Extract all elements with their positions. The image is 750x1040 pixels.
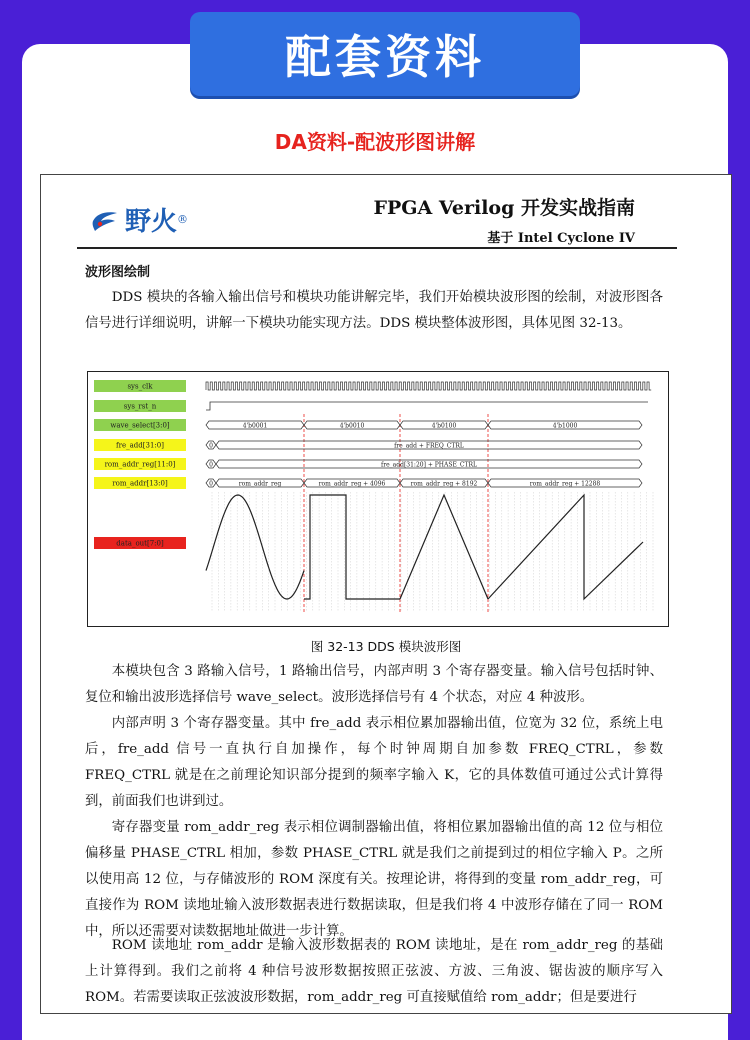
rom-addr-label: rom_addr_reg + 8192 xyxy=(410,480,478,488)
paragraph-rom-addr-reg: 寄存器变量 rom_addr_reg 表示相位调制器输出值，将相位累加器输出值的高 12 位与相位偏移量 PHASE_CTRL 相加，参数 PHASE_CTRL 就是我们之前提到过的相位字输入 P。之所以使用高 12 位，与存储波形的 ROM 深度有关。按理论讲，将得到的变量 rom_addr_reg，可直接作为 ROM 读地址输入波形数据表进行数据读取，但是我们将 4 中波形存储在了同一 ROM 中，所以还需要对读数据地址做进一步计算。 xyxy=(85,820,663,939)
document-header xyxy=(41,175,731,249)
data-out-square xyxy=(304,495,400,599)
banner-title: 配套资料 xyxy=(190,12,580,96)
logo-registered-mark: ® xyxy=(177,213,189,226)
logo xyxy=(91,201,188,238)
wave-select-label: 4'b0100 xyxy=(431,422,457,430)
waveform-diagram xyxy=(88,372,668,626)
book-title: FPGA Verilog 开发实战指南 xyxy=(373,197,635,219)
signal-label: data_out[7:0] xyxy=(116,539,164,548)
flame-icon xyxy=(91,207,121,233)
paragraph-rom-addr: ROM 读地址 rom_addr 是输入波形数据表的 ROM 读地址，是在 rom_addr_reg 的基础上计算得到。我们之前将 4 种信号波形数据按照正弦波、方波、三角波、锯齿波的顺序写入 ROM。若需要读取正弦波波形数据，rom_addr_reg 可直接赋值给 rom_addr；但是要进行 xyxy=(85,938,663,1005)
rom-addr-reg-label: 0 xyxy=(209,461,213,469)
wave-select-label: 4'b1000 xyxy=(552,422,578,430)
fre-add-label: fre_add + FREQ_CTRL xyxy=(394,442,464,450)
signal-label: sys_rst_n xyxy=(123,402,157,411)
book-subtitle: 基于 Intel Cyclone IV xyxy=(487,231,635,246)
section-title: 波形图绘制 xyxy=(85,265,151,280)
sys-rst-n-wave xyxy=(206,402,648,410)
signal-label: rom_addr[13:0] xyxy=(112,479,168,488)
signal-label: sys_clk xyxy=(127,382,153,391)
data-out-triangle xyxy=(400,495,488,599)
rom-addr-label: rom_addr_reg + 4096 xyxy=(318,480,386,488)
data-out-sawtooth xyxy=(488,495,643,599)
data-out-sine xyxy=(206,495,304,599)
signal-label: fre_add[31:0] xyxy=(116,441,164,450)
waveform-figure xyxy=(87,371,669,627)
paragraph-fre-add: 内部声明 3 个寄存器变量。其中 fre_add 表示相位累加器输出值，位宽为 32 位，系统上电后，fre_add 信号一直执行自加操作，每个时钟周期自加参数 FREQ_CTRL，参数 FREQ_CTRL 就是在之前理论知识部分提到的频率字输入 K，它的具体数值可通过公式计算得到，前面我们也讲到过。 xyxy=(85,716,663,809)
fre-add-label: 0 xyxy=(209,442,213,450)
rom-addr-reg-label: fre_add[31:20] + PHASE_CTRL xyxy=(381,461,477,469)
paragraph-signals: 本模块包含 3 路输入信号，1 路输出信号，内部声明 3 个寄存器变量。输入信号包括时钟、复位和输出波形选择信号 wave_select。波形选择信号有 4 个状态，对应 4 种波形。 xyxy=(85,664,663,705)
wave-select-label: 4'b0001 xyxy=(242,422,268,430)
rom-addr-label: 0 xyxy=(209,480,213,488)
document-page xyxy=(40,174,732,1014)
logo-text: 野火 xyxy=(125,207,178,237)
figure-caption: 图 32-13 DDS 模块波形图 xyxy=(310,639,462,654)
page-subtitle: DA资料-配波形图讲解 xyxy=(274,130,476,154)
rom-addr-label: rom_addr_reg + 12288 xyxy=(529,480,601,488)
signal-label: rom_addr_reg[11:0] xyxy=(104,460,176,469)
rom-addr-label: rom_addr_reg xyxy=(238,480,282,488)
wave-select-label: 4'b0010 xyxy=(339,422,365,430)
sys-clk-wave xyxy=(206,382,651,390)
header-divider xyxy=(77,247,677,249)
signal-label: wave_select[3:0] xyxy=(110,421,170,430)
paragraph-intro: DDS 模块的各输入输出信号和模块功能讲解完毕，我们开始模块波形图的绘制，对波形图各信号进行详细说明，讲解一下模块功能实现方法。DDS 模块整体波形图，具体见图 32-13。 xyxy=(85,290,663,331)
